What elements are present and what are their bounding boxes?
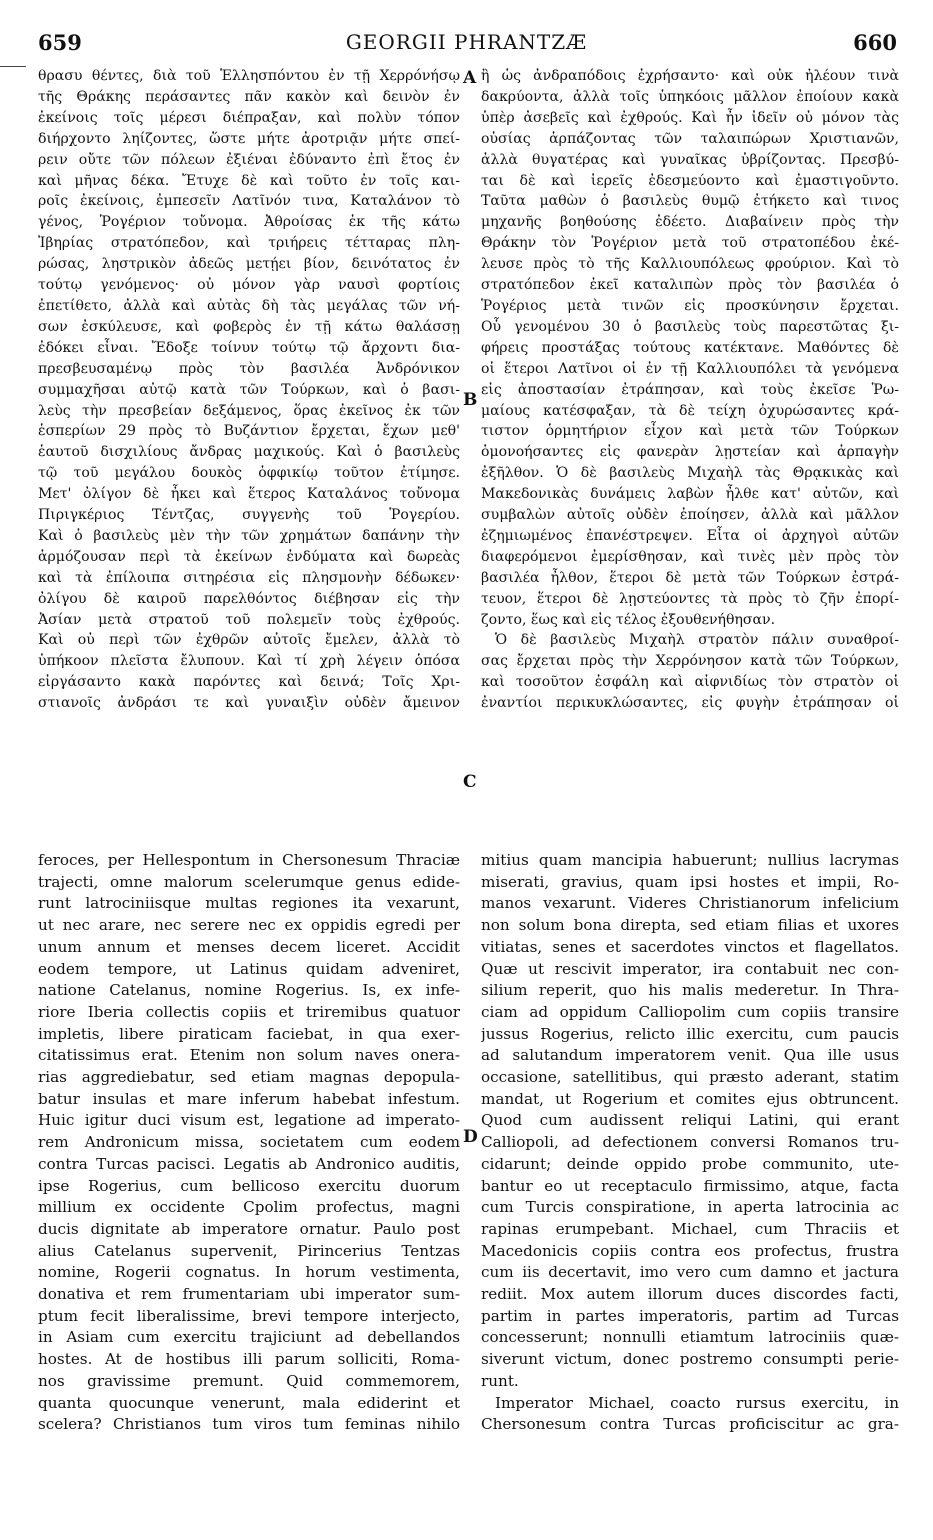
text-line: οὐσίας ἁρπάζοντας τῶν ταλαιπώρων Χριστιανῶν, [481,130,899,147]
text-line: λευσε πρὸς τὸ τῆς Καλλιουπόλεως φρούριον. Καὶ τὸ [481,256,899,273]
text-line: rapinas erumpebant. Michael, cum Thraciis et [481,1219,899,1238]
text-line: nos gravissime premunt. Quid commemorem, [38,1371,460,1390]
text-line: ciam ad oppidum Calliopolim cum copiis transire [481,1002,899,1021]
text-line: scelera? Christianos tum viros tum feminas nihilo [38,1415,460,1434]
text-line: mandat, ut Rogerium et comites ejus obtruncent. [481,1089,899,1108]
text-line: λεὺς τὴν πρεσβείαν δεξάμενος, ὅρας ἐκεῖνος ἐκ τῶν [38,402,460,419]
text-line: θρασυ θέντες, διὰ τοῦ Ἑλλησπόντου ἐν τῇ Χερρόνήσῳ [38,68,460,84]
page-number-right: 660 [853,30,897,55]
text-line: ται δὲ καὶ ἱερεῖς ἐδεσμεύοντο καὶ ἐμαστιγοῦντο. [481,172,899,189]
text-line: natione Catelanus, nomine Rogerius. Is, ex infe- [38,981,460,1000]
text-line: μηχανῆς βοηθούσης ἐδέετο. Διαβαίνειν πρὸς τὴν [481,214,899,231]
text-line: mitius quam mancipia habuerunt; nullius lacrymas [481,851,899,869]
text-line: ὑπήκοον πλεῖστα ἔλυπουν. Καὶ τί χρὴ λέγειν ὁπόσα [38,653,460,670]
text-line: citatissimus erat. Etenim non solum naves onera- [38,1046,460,1065]
text-line: eodem tempore, ut Latinus quidam adveniret, [38,959,460,978]
text-line: hostes. At de hostibus illi parum solliciti, Roma- [38,1350,460,1369]
text-line: ἢ ὡς ἀνδραπόδοις ἐχρήσαντο· καὶ οὐκ ἠλέουν τινὰ [481,68,899,84]
text-line: batur insulas et mare inferum habebat infestum. [38,1089,460,1108]
text-line: Ἀσίαν μετὰ στρατοῦ τοῦ πολεμεῖν τοὺς ἐχθρούς. [38,611,460,628]
text-line: σας ἔρχεται πρὸς τὴν Χερρόνησον κατὰ τῶν Τούρκων, [481,653,899,670]
text-line: miserati, gravius, quam ipsi hostes et impii, Ro- [481,872,899,891]
text-line: μαίους κατέσφαξαν, τὰ δὲ τείχη ὀχυρώσαντες κρά- [481,402,899,419]
text-line: feroces, per Hellespontum in Chersonesum Thraciæ [38,851,460,869]
text-line: φήρεις προστάξας τούτους κατέκτανε. Μαθόντες δὲ [481,339,899,356]
text-line: vitiatas, senes et sacerdotes vinctos et flagellatos. [481,937,899,956]
text-line: rediit. Mox autem illorum duces discordes facti, [481,1285,899,1304]
text-line: concesserunt; nonnulli etiamtum latrociniis quæ- [481,1328,899,1347]
text-line: καὶ μῆνας δέκα. Ἔτυχε δὲ καὶ τοῦτο ἐν τοῖς και- [38,172,460,189]
text-line: τῷ τοῦ μεγάλου δουκὸς ὀφφικίῳ τοῦτον ἐτίμησε. [38,465,460,482]
text-line: Huic igitur duci visum est, legatione ad imperato- [38,1111,460,1130]
text-line: ἐναντίοι περικυκλώσαντες, εἰς φυγὴν ἐτράπησαν οἱ [481,695,899,712]
text-line: in Asiam cum exercitu trajiciunt ad debellandos [38,1328,460,1347]
latin-text-right-column [481,850,899,1436]
text-line: ptum fecit liberalissime, brevi tempore interjecto, [38,1306,460,1325]
text-line: Quæ ut rescivit imperator, ira contabuit nec con- [481,959,899,978]
text-line: silium reperit, quo his malis mederetur. In Thra- [481,981,899,1000]
page-header [0,30,933,60]
text-line: quanta quocunque venerunt, mala ediderint et [38,1393,460,1412]
text-line: εἰργάσαντο κακὰ παρόντες καὶ δεινά; Τοῖς Χρι- [38,674,460,691]
text-line: impletis, libere piraticam faciebat, in qua exer- [38,1024,460,1043]
text-line: rem Andronicum missa, societatem cum eodem [38,1133,460,1152]
text-line: Θράκην τὸν Ῥογέριον μετὰ τοῦ στρατοπέδου ἐκέ- [481,235,899,252]
running-title: GEORGII PHRANTZÆ [345,30,588,54]
text-line: Macedonicis copiis contra eos profectus, frustra [481,1241,899,1260]
text-line: διήρχοντο ληίζοντες, ὥστε μήτε ἀροτριᾷν μήτε σπεί- [38,130,460,147]
text-line: καὶ τὰ ἐπίλοιπα σιτηρέσια εἰς πλησμονὴν δέδωκεν· [38,569,460,586]
greek-text-left-column [38,66,460,714]
text-line: τευον, ἕτεροι δὲ λῃστεύοντες τὰ πρὸς τὸ ζῆν ἐπορί- [481,590,899,607]
text-line: runt latrociniisque multas regiones ita vexarunt, [38,894,460,913]
text-line: σων ἐσκύλευσε, καὶ φοβερὸς ἐν τῇ κάτω θαλάσσῃ [38,318,460,335]
text-line: τῆς Θράκης περάσαντες πᾶν κακὸν καὶ δεινὸν ἐν [38,88,460,105]
text-line: riore Iberia collectis copiis et triremibus quatuor [38,1002,460,1021]
text-line: contra Turcas pacisci. Legatis ab Andronico auditis, [38,1154,460,1173]
text-line: ὀλίγου δὲ καιροῦ παρελθόντος διέβησαν εἰς τὴν [38,590,460,607]
text-line: Chersonesum contra Turcas proficiscitur ac gra- [481,1415,899,1434]
text-line: ut nec arare, nec serere nec ex oppidis egredi per [38,916,460,935]
greek-text-right-column [481,66,899,714]
margin-letter-b: B [463,390,478,410]
text-line: Ἰβηρίας στρατόπεδον, καὶ τριήρεις τέτταρας πλη- [38,235,460,252]
text-line: ἐζημιωμένος ἐπανέστρεψεν. Εἶτα οἱ ἀρχηγοὶ αὐτῶν [481,527,899,544]
page-number-left: 659 [38,30,82,55]
text-line: στρατόπεδον ἐκεῖ καταλιπὼν πρὸς τὸν βασιλέα ὁ [481,277,899,294]
text-line: συμμαχῆσαι αὐτῷ κατὰ τῶν Τούρκων, καὶ ὁ βασι- [38,381,460,398]
text-line: Ῥογέριος μετὰ τινῶν εἰς προσκύνησιν ἔρχεται. [481,297,899,314]
text-line: Πιριγκέριος Τέντζας, συγγενὴς τοῦ Ῥογερίου. [38,507,460,524]
text-line: cum Turcis conspiratione, in aperta latrocinia ac [481,1198,899,1217]
text-line: runt. [481,1371,519,1390]
margin-letter-c: C [463,772,477,792]
text-line: πρεσβευσαμένῳ πρὸς τὸν βασιλέα Ἀνδρόνικον [38,360,460,377]
text-line: Ὁ δὲ βασιλεὺς Μιχαὴλ στρατὸν πάλιν συναθροί- [495,632,899,649]
text-line: ἑαυτοῦ δισχιλίους ἄνδρας μαχικούς. Καὶ ὁ βασιλεὺς [38,444,460,461]
text-line: Imperator Michael, coacto rursus exercitu, in [495,1393,899,1412]
text-line: ὑπὲρ ἀσεβεῖς καὶ ἐχθρούς. Καὶ ἦν ἰδεῖν οὐ μόνον τὰς [481,109,899,126]
text-line: Καὶ οὐ περὶ τῶν ἐχθρῶν αὐτοῖς ἔμελεν, ἀλλὰ τὸ [38,632,460,649]
text-line: ἑσπερίων 29 πρὸς τὸ Βυζάντιον ἔρχεται, ἔχων μεθ' [38,423,460,440]
text-line: partim in partes imperatoris, partim ad Turcas [481,1306,899,1325]
text-line: trajecti, omne malorum scelerumque genus edide- [38,872,460,891]
text-line: στιανοῖς ἀνδράσι τε καὶ γυναιξὶν οὐδὲν ἄμεινον [38,695,460,712]
text-line: siverunt victum, donec postremo consumpti perie- [481,1350,899,1369]
text-line: occasione, satellitibus, qui præsto aderant, statim [481,1068,899,1087]
text-line: συμβαλὼν αὐτοῖς οὐδὲν ἐποίησεν, ἀλλὰ καὶ μᾶλλον [481,507,899,524]
text-line: ροῖς ἐκείνοις, ἐμπεσεῖν Λατῖνόν τινα, Καταλάνον τὸ [38,193,460,210]
text-line: εἰς ἀποστασίαν ἐτράπησαν, καὶ τοὺς ἐκεῖσε Ῥω- [481,381,899,398]
text-line: Καὶ ὁ βασιλεὺς μὲν τὴν τῶν χρημάτων δαπάνην τὴν [38,527,460,544]
text-line: ἀλλὰ θυγατέρας καὶ γυναῖκας ὑβρίζοντας. Πρεσβύ- [481,151,899,168]
text-line: ἐδόκει εἶναι. Ἔδοξε τοίνυν τούτῳ τῷ ἄρχοντι δια- [38,339,460,356]
text-line: βασιλέα ἦλθον, ἕτεροι δὲ μετὰ τῶν Τούρκων ἐστρά- [481,569,899,586]
text-line: ἐξῆλθον. Ὁ δὲ βασιλεὺς Μιχαὴλ τὰς Θρᾳκικὰς καὶ [481,465,899,482]
text-line: Quod cum audissent reliqui Latini, qui erant [481,1111,899,1130]
text-line: Μακεδονικὰς δυνάμεις λαβὼν ἦλθε κατ' αὐτῶν, καὶ [481,486,899,503]
text-line: ρειν οὔτε τῶν πόλεων ἐξιέναι ἐδύναντο ἐπὶ ἔτος ἐν [38,151,460,168]
text-line: Ταῦτα μαθὼν ὁ βασιλεὺς θυμῷ ἐτήκετο καὶ τινος [481,193,899,210]
text-line: τιστον ὁρμητήριον εἶχον καὶ μετὰ τῶν Τούρκων [481,423,899,440]
text-line: ἐκείνοις τοῖς μέρεσι διέπραξαν, καὶ πολὺν τόπον [38,109,460,126]
text-line: jussus Rogerius, relicto illic exercitu, cum paucis [481,1024,899,1043]
text-line: bantur eo ut receptaculo firmissimo, atque, facta [481,1176,899,1195]
text-line: alius Catelanus supervenit, Pirincerius Tentzas [38,1241,460,1260]
text-line: ipse Rogerius, cum bellicoso exercitu duorum [38,1176,460,1195]
header-rule [0,66,26,67]
text-line: γένος, Ῥογέριον τοὔνομα. Ἀθροίσας ἐκ τῆς κάτω [38,214,460,231]
text-line: καὶ τοσοῦτον ἐσφάλη καὶ αἰφνιδίως τὸν στρατὸν οἱ [481,674,899,691]
text-line: ρώσας, ληστρικὸν ἀδεῶς μετῄει βίον, δεινότατος ἐν [38,256,460,273]
text-line: Οὗ γενομένου 30 ὁ βασιλεὺς τοὺς παρεστῶτας ξι- [481,318,899,335]
text-line: cum iis decertavit, imo vero cum damno et jactura [481,1263,899,1282]
text-line: ἁρμόζουσαν περὶ τὰ ἐκείνων ἐνδύματα καὶ δωρεὰς [38,548,460,565]
text-line: unum annum et menses decem liceret. Accidit [38,937,460,956]
text-line: ἐπετίθετο, ἀλλὰ καὶ αὐτὰς δὴ τὰς μεγάλας τῶν νή- [38,297,460,314]
text-line: ὁμονοήσαντες εἰς φανερὰν λῃστείαν καὶ ἁρπαγὴν [481,444,899,461]
text-line: ad salutandum imperatorem venit. Qua ille usus [481,1046,899,1065]
text-line: ζοντο, ἕως καὶ εἰς τέλος ἐξουθενήθησαν. [481,611,776,628]
text-line: τούτῳ γενόμενος· οὐ μόνον γὰρ ναυσὶ φορτίοις [38,277,460,294]
margin-letter-a: A [463,68,477,88]
latin-text-left-column [38,850,460,1436]
text-line: manos vexarunt. Videres Christianorum infelicium [481,894,899,913]
text-line: rias aggrediebatur, sed etiam magnas depopula- [38,1068,460,1087]
text-line: nomine, Rogerii cognatus. In horum vestimenta, [38,1263,460,1282]
text-line: ducis dignitate ab imperatore ornatur. Paulo post [38,1219,460,1238]
text-line: Μετ' ὀλίγον δὲ ἦκει καὶ ἕτερος Καταλάνος τοὔνομα [38,486,460,503]
margin-letter-d: D [463,1127,478,1147]
text-line: Calliopoli, ad defectionem conversi Romanos tru- [481,1133,899,1152]
text-line: οἱ ἕτεροι Λατῖνοι οἱ ἐν τῇ Καλλιουπόλει τὰ γενόμενα [481,360,899,377]
text-line: διαφερόμενοι ἐμερίσθησαν, καὶ τινὲς μὲν πρὸς τὸν [481,548,899,565]
text-line: cidarunt; deinde oppido probe communito, ute- [481,1154,899,1173]
text-line: δακρύοντα, ἀλλὰ τοῖς ὑπηκόοις μᾶλλον ἐποίουν κακὰ [481,88,899,105]
text-line: donativa et rem frumentariam ubi imperator sum- [38,1285,460,1304]
text-line: millium ex occidente Cpolim profectus, magni [38,1198,460,1217]
text-line: non solum bona direpta, sed etiam filias et uxores [481,916,899,935]
